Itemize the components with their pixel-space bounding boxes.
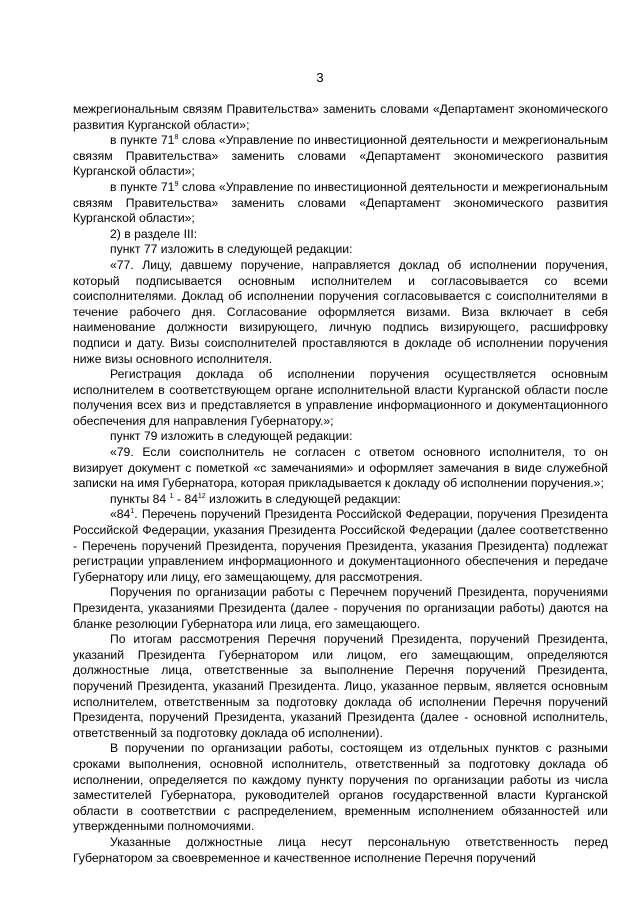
paragraph-text: Указанные должностные лица несут персональную ответственность перед Губернатором за своевременное и качественное исполнение Перечня поручений	[73, 834, 608, 865]
paragraph-text: в пункте 71	[110, 179, 175, 194]
paragraph	[73, 585, 608, 632]
paragraph	[73, 367, 608, 429]
document-body	[73, 102, 608, 866]
superscript: 1	[169, 492, 174, 500]
paragraph	[73, 180, 608, 227]
paragraph	[73, 133, 608, 180]
paragraph	[73, 492, 608, 508]
paragraph	[73, 445, 608, 492]
paragraph-text: По итогам рассмотрения Перечня поручений Президента, поручений Президента, указаний Президента Губернатором или лицом, его замещающим, определяются должностные лица, ответственные за выполнение Перечня поручений Президента, поручений Президента, указаний Президента. Лицо, указанное первым, является основным исполнителем, ответственным за подготовку доклада об исполнении Перечня поручений Президента, поручений Президента, указаний Президента (далее - основной исполнитель, ответственный за подготовку доклада об исполнении).	[73, 632, 608, 740]
paragraph-text: «79. Если соисполнитель не согласен с ответом основного исполнителя, то он визирует документ с пометкой «с замечаниями» и оформляет замечания в виде служебной записки на имя Губернатора, которая прикладывается к докладу об исполнении поручения.»;	[73, 445, 608, 491]
paragraph	[73, 242, 608, 258]
paragraph	[73, 835, 608, 866]
paragraph	[73, 227, 608, 243]
paragraph-text: пункт 79 изложить в следующей редакции:	[110, 429, 353, 444]
page-number: 3	[316, 70, 324, 85]
paragraph-text: . Перечень поручений Президента Российской Федерации, поручения Президента Российской Федерации, указания Президента Российской Федерации (далее соответственно - Перечень поручений Президента, поручения Президента, указания Президента) подлежат регистрации управлением информационного и документационного обеспечения и передаче Губернатору или лицу, его замещающему, для рассмотрения.	[73, 507, 608, 584]
paragraph-text: пункты 84	[110, 491, 170, 506]
paragraph	[73, 429, 608, 445]
paragraph-text: слова «Управление по инвестиционной деятельности и межрегиональным связям Правительства» заменить словами «Департамент экономического развития Курганской области»;	[73, 133, 609, 179]
paragraph	[73, 507, 608, 585]
paragraph-text: 2) в разделе III:	[110, 226, 198, 241]
paragraph	[73, 258, 608, 367]
paragraph-text: пункт 77 изложить в следующей редакции:	[110, 242, 353, 257]
paragraph	[73, 102, 608, 133]
paragraph-text: межрегиональным связям Правительства» заменить словами «Департамент экономического развития Курганской области»;	[73, 102, 608, 132]
paragraph-text: в пункте 71	[110, 133, 175, 148]
paragraph	[73, 741, 608, 835]
paragraph-text: «77. Лицу, давшему поручение, направляется доклад об исполнении поручения, который подписывается основным исполнителем и согласовывается со всеми соисполнителями. Доклад об исполнении поручения согласовывается с соисполнителями в течение рабочего дня. Согласование оформляется визами. Виза включает в себя наименование должности визирующего, личную подпись визирующего, расшифровку подписи и дату. Визы соисполнителей проставляются в докладе об исполнении поручения ниже визы основного исполнителя.	[73, 257, 608, 366]
superscript: 9	[174, 180, 179, 188]
paragraph	[73, 632, 608, 741]
paragraph-text: слова «Управление по инвестиционной деятельности и межрегиональным связям Правительства» заменить словами «Департамент экономического развития Курганской области»;	[73, 179, 609, 226]
paragraph-text: «84	[110, 507, 131, 522]
paragraph-text: Регистрация доклада об исполнении поручения осуществляется основным исполнителем в соответствующем органе исполнительной власти Курганской области после получения всех виз и представляется в управление информационного и документационного обеспечения для направления Губернатору.»;	[73, 367, 608, 428]
paragraph-text: изложить в следующей редакции:	[205, 491, 401, 506]
superscript: 12	[197, 492, 206, 500]
superscript: 1	[130, 508, 135, 516]
paragraph-text: - 84	[173, 491, 198, 506]
paragraph-text: Поручения по организации работы с Перечнем поручений Президента, поручениями Президента, указаниями Президента (далее - поручения по организации работы) даются на бланке резолюции Губернатора или лица, его замещающего.	[73, 585, 608, 631]
paragraph-text: В поручении по организации работы, состоящем из отдельных пунктов с разными сроками выполнения, основной исполнитель, ответственный за подготовку доклада об исполнении, определяется по каждому пункту поручения по организации работы из числа заместителей Губернатора, руководителей органов государственной власти Курганской области в соответствии с распределением, временным исполнением обязанностей или утвержденными полномочиями.	[73, 741, 608, 834]
superscript: 8	[174, 134, 179, 142]
